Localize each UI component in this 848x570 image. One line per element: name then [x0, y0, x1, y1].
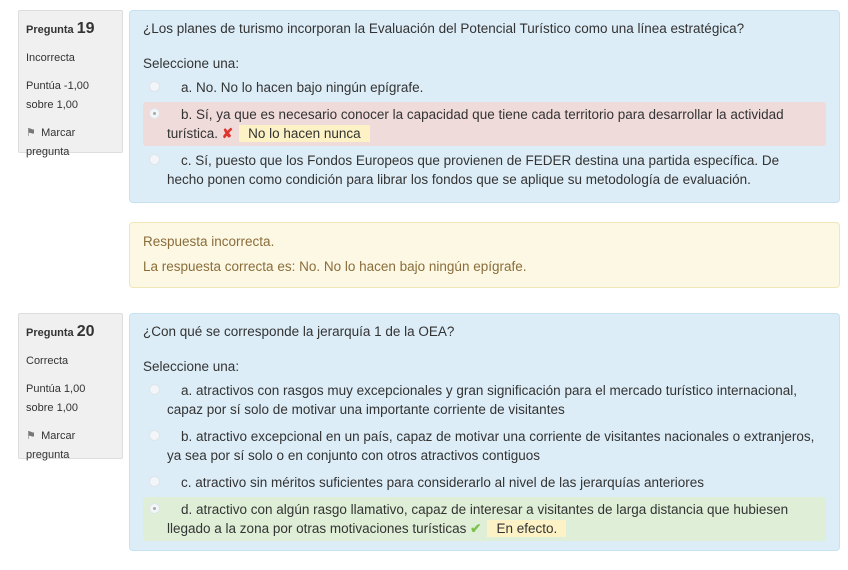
radio-button[interactable]: [149, 81, 160, 92]
option-feedback: No lo hacen nunca: [239, 125, 370, 142]
question-text: ¿Con qué se corresponde la jerarquía 1 de la OEA?: [143, 324, 455, 339]
answer-option-a[interactable]: a. atractivos con rasgos muy excepcionales y gran significación para el mercado turístico internacional, capaz por sí solo de motivar una importante corriente de visitantes: [143, 378, 826, 422]
question-info-20: [18, 313, 123, 459]
flag-icon: ⚑: [26, 127, 36, 139]
correct-check-icon: ✔: [470, 521, 482, 536]
answer-option-c[interactable]: c. Sí, puesto que los Fondos Europeos que provienen de FEDER destina una partida específica. De hecho ponen como condición para librar los fondos que se aplique su metodología de evaluación.: [143, 148, 826, 192]
question-label: Pregunta: [26, 24, 74, 36]
radio-button[interactable]: [149, 476, 160, 487]
outcome-status: Respuesta incorrecta.: [143, 234, 275, 249]
question-number: 20: [76, 323, 95, 340]
question-content-20: [129, 313, 840, 551]
question-grade: Puntúa 1,00 sobre 1,00: [26, 383, 86, 414]
radio-button[interactable]: [149, 430, 160, 441]
right-answer: La respuesta correcta es: No. No lo hacen bajo ningún epígrafe.: [143, 259, 527, 274]
flag-question-link[interactable]: ⚑ Marcar pregunta: [26, 427, 115, 465]
answer-option-a[interactable]: a. No. No lo hacen bajo ningún epígrafe.: [143, 75, 826, 100]
answer-prompt: Seleccione una:: [143, 359, 240, 374]
question-grade: Puntúa -1,00 sobre 1,00: [26, 80, 89, 111]
answer-option-d[interactable]: d. atractivo con algún rasgo llamativo, capaz de interesar a visitantes de larga distancia que hubiesen llegado a la zona por otras motivaciones turísticas ✔ En efecto.: [143, 497, 826, 541]
question-info-19: [18, 10, 123, 158]
flag-icon: ⚑: [26, 430, 36, 442]
question-text: ¿Los planes de turismo incorporan la Evaluación del Potencial Turístico como una línea estratégica?: [143, 21, 745, 36]
question-state: Correcta: [26, 355, 69, 367]
incorrect-icon: ✘: [221, 126, 234, 141]
flag-question-link[interactable]: ⚑ Marcar pregunta: [26, 124, 115, 162]
question-number: 19: [76, 20, 95, 37]
question-state: Incorrecta: [26, 52, 75, 64]
option-feedback: En efecto.: [487, 520, 566, 537]
radio-button-selected[interactable]: [149, 108, 160, 119]
answer-option-b[interactable]: b. atractivo excepcional en un país, capaz de motivar una corriente de visitantes nacionales o extranjeros, ya sea por sí solo o en conjunto con otros atractivos contiguos: [143, 424, 826, 468]
question-content-19: [129, 10, 840, 203]
question-label: Pregunta: [26, 327, 74, 339]
answer-option-b[interactable]: b. Sí, ya que es necesario conocer la capacidad que tiene cada territorio para desarrollar la actividad turística. ✘ No lo hacen nunca: [143, 102, 826, 146]
answer-option-c[interactable]: c. atractivo sin méritos suficientes para considerarlo al nivel de las jerarquías anteriores: [143, 470, 826, 495]
answer-prompt: Seleccione una:: [143, 56, 240, 71]
radio-button[interactable]: [149, 384, 160, 395]
radio-button-selected[interactable]: [149, 503, 160, 514]
question-outcome: [129, 222, 840, 288]
radio-button[interactable]: [149, 154, 160, 165]
